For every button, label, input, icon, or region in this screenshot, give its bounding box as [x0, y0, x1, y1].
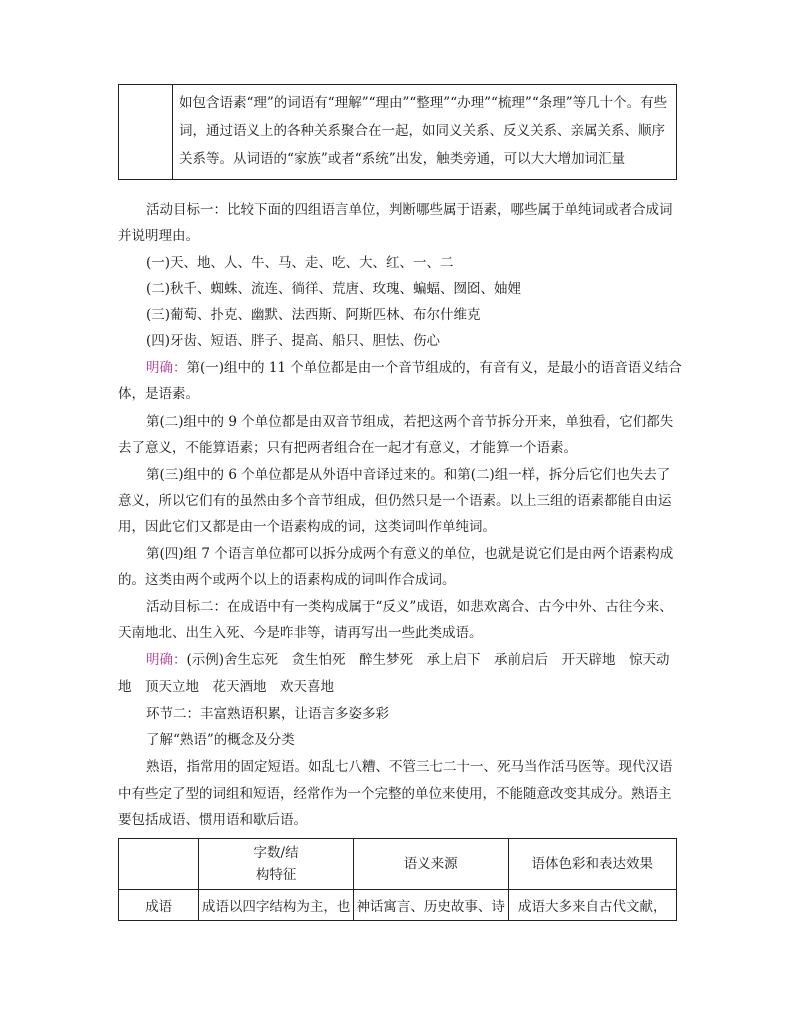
paragraph-line: 活动目标一：比较下面的四组语言单位，判断哪些属于语素，哪些属于单纯词或者合成词	[146, 202, 673, 218]
header-line: 字数/结	[253, 845, 299, 861]
mingque-label: 明确：	[146, 652, 187, 668]
table-header-source: 语义来源	[353, 839, 508, 890]
mingque-label: 明确：	[146, 360, 187, 376]
group-three-line: (三)葡萄、扑克、幽默、法西斯、阿斯匹林、布尔什维克	[146, 307, 481, 323]
top-table-right-cell: 如包含语素“理”的词语有“理解”“理由”“整理”“办理”“梳理”“条理”等几十个。有些词，通过语义上的各种关系聚合在一起，如同义关系、反义关系、亲属关系、顺序关系等。从词语的“家族”或者“系统”出发，触类旁通，可以大大增加词汇量	[173, 85, 677, 180]
paragraph-line: 第(四)组 7 个语言单位都可以拆分成两个有意义的单位，也就是说它们是由两个语素构成	[146, 546, 674, 562]
idiom-table	[118, 838, 677, 921]
paragraph-line: 体，是语素。	[118, 386, 199, 402]
paragraph-line: 中有些定了型的词组和短语，经常作为一个完整的单位来使用，不能随意改变其成分。熟语主	[118, 786, 672, 802]
paragraph-line: 活动目标二：在成语中有一类构成属于“反义”成语，如悲欢离合、古今中外、古往今来、	[146, 599, 673, 615]
paragraph-line: 第(二)组中的 9 个单位都是由双音节组成，若把这两个音节拆分开来，单独看，它们都失	[146, 414, 674, 430]
paragraph-line: 第(三)组中的 6 个单位都是从外语中音译过来的。和第(二)组一样，拆分后它们也失去了	[146, 467, 671, 483]
header-line: 构特征	[255, 867, 297, 883]
section-heading: 环节二：丰富熟语积累，让语言多姿多彩	[146, 706, 389, 722]
table-header-blank	[119, 839, 199, 890]
paragraph-line: 去了意义，不能算语素；只有把两者组合在一起才有意义，才能算一个语素。	[118, 440, 577, 456]
table-cell: 神话寓言、历史故事、诗	[353, 890, 508, 921]
top-table-left-cell	[119, 85, 173, 180]
answer-text: 第(一)组中的 11 个单位都是由一个音节组成的，有音有义，是最小的语音语义结合	[186, 360, 682, 376]
subheading: 了解“熟语”的概念及分类	[146, 732, 295, 748]
paragraph-line: 要包括成语、惯用语和歇后语。	[118, 812, 307, 828]
group-one-line: (一)天、地、人、牛、马、走、吃、大、红、一、二	[146, 255, 454, 271]
table-header-structure	[199, 839, 354, 890]
answer-line	[118, 356, 706, 381]
paragraph-line: 的。这类由两个或两个以上的语素构成的词叫作合成词。	[118, 572, 456, 588]
answer-line	[118, 648, 706, 673]
table-cell: 成语	[119, 890, 199, 921]
paragraph-line: 意义，所以它们有的虽然由多个音节组成，但仍然只是一个语素。以上三组的语素都能自由运	[118, 493, 672, 509]
group-four-line: (四)牙齿、短语、胖子、提高、船只、胆怯、伤心	[146, 333, 441, 349]
top-table	[118, 84, 677, 180]
paragraph-line: 天南地北、出生入死、今是昨非等，请再写出一些此类成语。	[118, 625, 483, 641]
table-cell: 成语大多来自古代文献，	[508, 890, 677, 921]
paragraph-line: 熟语，指常用的固定短语。如乱七八糟、不管三七二十一、死马当作活马医等。现代汉语	[146, 759, 673, 775]
answer-text: (示例)舍生忘死 贪生怕死 醉生梦死 承上启下 承前启后 开天辟地 惊天动	[186, 652, 670, 668]
paragraph-line: 并说明理由。	[118, 228, 199, 244]
paragraph-line: 用，因此它们又都是由一个语素构成的词，这类词叫作单纯词。	[118, 519, 496, 535]
table-cell: 成语以四字结构为主，也	[199, 890, 354, 921]
table-header-style: 语体色彩和表达效果	[508, 839, 677, 890]
group-two-line: (二)秋千、蜘蛛、流连、徜徉、荒唐、玫瑰、蝙蝠、囫囵、妯娌	[146, 281, 522, 297]
paragraph-line: 地 顶天立地 花天酒地 欢天喜地	[118, 679, 334, 695]
